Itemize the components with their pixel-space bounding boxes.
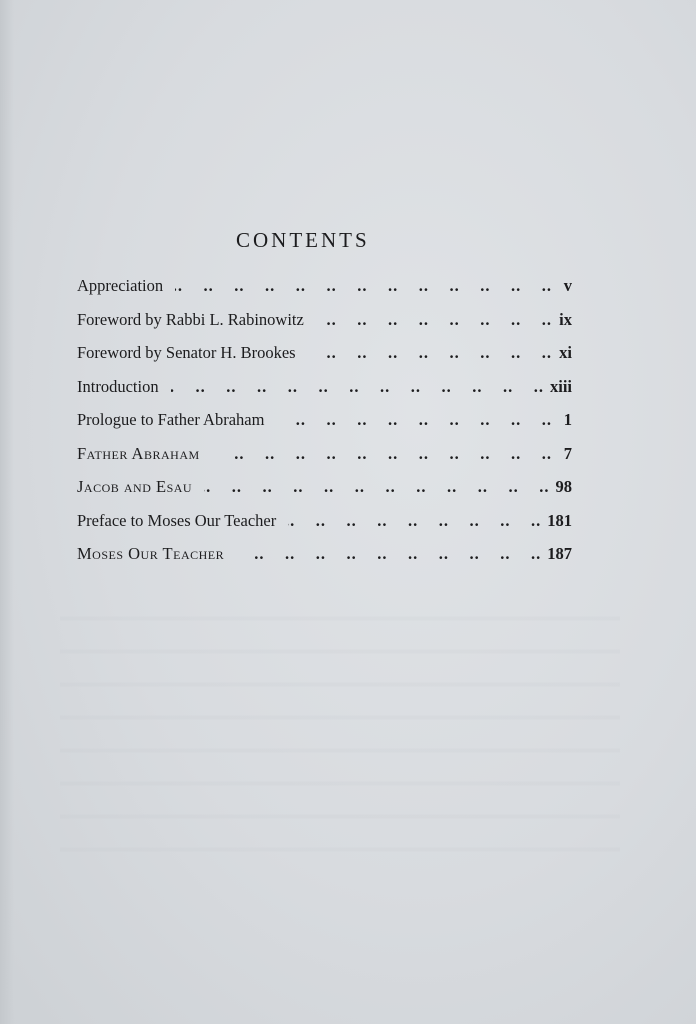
dot-leader xyxy=(236,541,547,567)
dot-leader xyxy=(171,374,550,400)
entry-page-number: xiii xyxy=(549,376,572,396)
entry-title: Prologue to Father Abraham xyxy=(77,410,265,429)
entry-page-number: ix xyxy=(559,309,572,329)
toc-entry-foreword-rabinowitz xyxy=(77,307,572,341)
entry-title: Foreword by Rabbi L. Rabinowitz xyxy=(77,309,304,329)
dot-leader xyxy=(288,508,547,534)
dot-leader xyxy=(316,307,558,333)
toc-entry-moses-our-teacher xyxy=(77,541,572,575)
entry-title: Introduction xyxy=(77,376,159,396)
contents-heading: CONTENTS xyxy=(236,228,370,252)
entry-title: Appreciation xyxy=(77,276,164,295)
entry-page-number: 181 xyxy=(547,510,572,530)
toc-entry-preface-moses xyxy=(77,508,572,542)
dot-leader xyxy=(212,441,558,467)
entry-page-number: 1 xyxy=(563,410,572,429)
entry-page-number: 98 xyxy=(555,477,572,496)
entry-page-number: xi xyxy=(559,343,572,362)
entry-page-number: 187 xyxy=(547,544,572,563)
dot-leader xyxy=(276,407,558,433)
entry-page-number: v xyxy=(563,276,572,295)
dot-leader xyxy=(175,273,558,299)
entry-title: Foreword by Senator H. Brookes xyxy=(77,343,296,362)
toc-entry-prologue xyxy=(77,407,572,441)
entry-page-number: 7 xyxy=(563,443,572,463)
show-through-text xyxy=(60,600,620,860)
entry-title: Moses Our Teacher xyxy=(77,544,225,563)
toc-entry-foreword-brookes xyxy=(77,340,572,374)
page-gutter-shadow xyxy=(0,0,14,1024)
toc-entry-introduction xyxy=(77,374,572,408)
toc-entry-appreciation xyxy=(77,273,572,307)
dot-leader xyxy=(204,474,555,500)
toc-entry-father-abraham xyxy=(77,441,572,475)
entry-title: Father Abraham xyxy=(77,443,200,463)
entry-title: Preface to Moses Our Teacher xyxy=(77,510,277,530)
table-of-contents xyxy=(77,273,572,575)
toc-entry-jacob-and-esau xyxy=(77,474,572,508)
entry-title: Jacob and Esau xyxy=(77,477,193,496)
dot-leader xyxy=(308,340,558,366)
